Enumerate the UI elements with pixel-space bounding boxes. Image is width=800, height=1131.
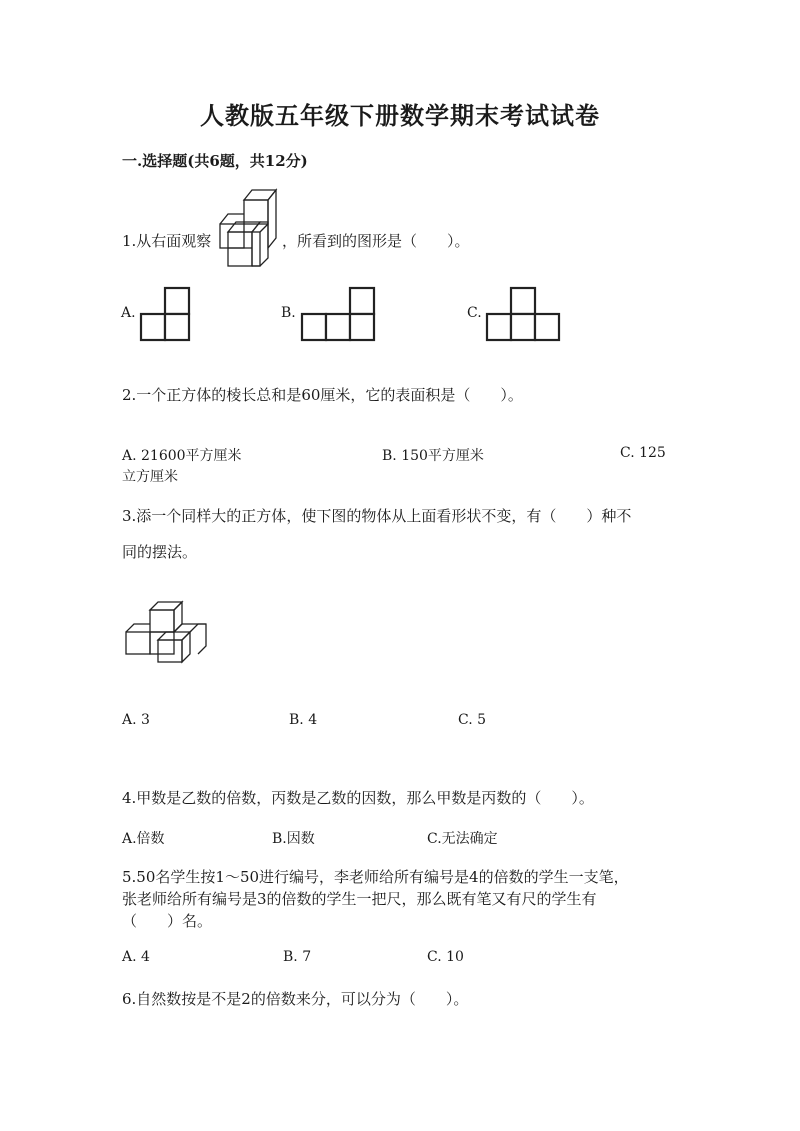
question-1-cube-figure [216,186,280,268]
question-5-line-3: （ ）名。 [122,912,213,930]
q3-option-a: A. 3 [122,712,150,728]
q1-option-b-figure [300,286,380,342]
question-5-line-1: 5.50名学生按1～50进行编号，李老师给所有编号是4的倍数的学生一支笔， [122,868,629,886]
q1-option-b-label: B. [281,305,296,321]
q1-option-a-figure [139,286,193,342]
question-1-suffix: ，所看到的图形是（ ）。 [282,232,470,250]
question-3-line-1: 3.添一个同样大的正方体，使下图的物体从上面看形状不变，有（ ）种不 [122,507,632,525]
q2-option-a: A. 21600平方厘米 [122,448,242,464]
q4-option-a: A.倍数 [122,831,165,847]
q4-option-b: B.因数 [272,831,315,847]
section-heading: 一.选择题(共6题，共12分) [122,152,308,170]
q3-option-c: C. 5 [458,712,487,728]
q5-option-b: B. 7 [283,949,312,965]
question-1-prefix: 1.从右面观察 [122,232,212,250]
q4-option-c: C.无法确定 [427,831,498,847]
question-5-line-2: 张老师给所有编号是3的倍数的学生一把尺，那么既有笔又有尺的学生有 [122,890,597,908]
question-3-cube-figure [124,600,208,666]
q1-option-c-label: C. [467,305,482,321]
q2-option-c: C. 125 [620,445,666,461]
q3-option-b: B. 4 [289,712,318,728]
q1-option-a-label: A. [121,305,136,321]
q2-option-b: B. 150平方厘米 [382,448,484,464]
question-3-line-2: 同的摆法。 [122,543,198,561]
page-title: 人教版五年级下册数学期末考试试卷 [200,101,600,130]
question-4-text: 4.甲数是乙数的倍数，丙数是乙数的因数，那么甲数是丙数的（ ）。 [122,789,594,807]
question-6-text: 6.自然数按是不是2的倍数来分，可以分为（ ）。 [122,990,469,1008]
q2-option-c-unit: 立方厘米 [122,469,178,485]
q5-option-c: C. 10 [427,949,464,965]
q5-option-a: A. 4 [122,949,150,965]
q1-option-c-figure [485,286,565,342]
question-2-text: 2.一个正方体的棱长总和是60厘米，它的表面积是（ ）。 [122,386,523,404]
